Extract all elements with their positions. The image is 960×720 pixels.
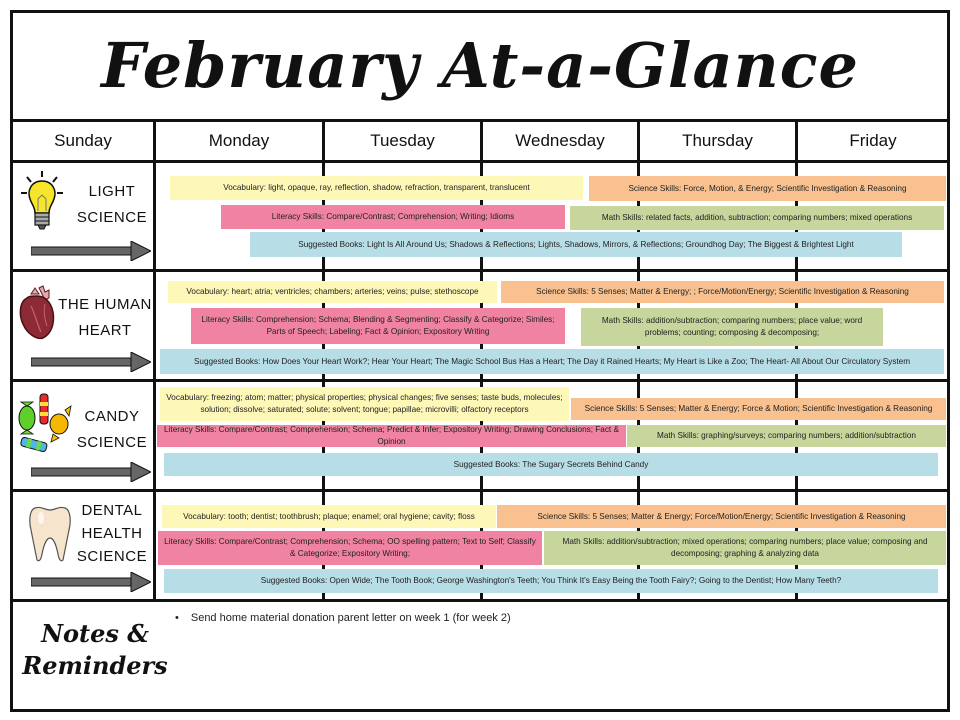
week-2-suggested-books: Suggested Books: How Does Your Heart Work?; Hear Your Heart; The Magic School Bus Has a Heart; The Day it Rained Hearts; My Heart is Like a Zoo; The Heart- All About Our Circulatory System <box>160 349 944 374</box>
arrow-right-icon <box>31 241 151 261</box>
week-3-science-skills: Science Skills: 5 Senses; Matter & Energy; Force & Motion; Scientific Investigation & Reasoning <box>571 398 946 420</box>
week-2-literacy-skills: Literacy Skills: Comprehension; Schema; Blending & Segmenting; Classify & Categorize; Similes; Parts of Speech; Labeling; Fact & Opinion; Expository Writing <box>191 308 565 344</box>
week-3-literacy-skills: Literacy Skills: Compare/Contrast; Comprehension; Schema; Predict & Infer; Expository Writing; Drawing Conclusions; Fact & Opinion <box>157 425 626 447</box>
week-1-literacy-skills: Literacy Skills: Compare/Contrast; Comprehension; Writing; Idioms <box>221 205 565 229</box>
week-4-theme-line-2: HEALTH <box>81 525 143 542</box>
week-4-math-skills: Math Skills: addition/subtraction; mixed operations; comparing numbers; place value; composing and decomposing; graphing & analyzing data <box>544 531 946 565</box>
day-header-tuesday: Tuesday <box>370 131 435 150</box>
week-3-theme <box>13 382 155 489</box>
candy-icon <box>15 388 77 458</box>
week-2-theme-line-2: HEART <box>78 322 132 339</box>
notes-title-line-2: Reminders <box>22 651 168 680</box>
arrow-right-icon <box>31 572 151 592</box>
day-header-thursday: Thursday <box>682 131 753 150</box>
week-4-theme-line-1: DENTAL <box>81 502 143 519</box>
notes-title-line-1: Notes & <box>41 619 149 648</box>
week-1-science-skills: Science Skills: Force, Motion, & Energy; Scientific Investigation & Reasoning <box>589 176 946 201</box>
arrow-right-icon <box>31 462 151 482</box>
week-4-vocabulary: Vocabulary: tooth; dentist; toothbrush; plaque; enamel; oral hygiene; cavity; floss <box>162 505 496 528</box>
arrow-right-icon <box>31 352 151 372</box>
notes-item: • Send home material donation parent letter on week 1 (for week 2) <box>175 612 511 624</box>
week-2-theme <box>13 272 155 379</box>
week-4-theme-line-3: SCIENCE <box>76 548 148 565</box>
week-3-theme-line-1: CANDY <box>84 408 140 425</box>
week-1-theme-line-2: SCIENCE <box>76 209 148 226</box>
page-title: February At-a-Glance <box>101 28 859 102</box>
notes-title <box>20 618 170 682</box>
week-4-theme <box>13 492 155 599</box>
week-3-math-skills: Math Skills: graphing/surveys; comparing numbers; addition/subtraction <box>627 425 946 447</box>
heart-organ-icon <box>17 284 59 342</box>
day-header-wednesday: Wednesday <box>515 131 605 150</box>
week-2-science-skills: Science Skills: 5 Senses; Matter & Energy; ; Force/Motion/Energy; Scientific Investigation & Reasoning <box>501 281 944 303</box>
week-3-vocabulary: Vocabulary: freezing; atom; matter; physical properties; physical changes; five senses; taste buds, molecules; solution; dissolve; saturated; solute; solvent; tongue; papillae; microvilli; olfactory receptors <box>160 387 569 421</box>
week-1-math-skills: Math Skills: related facts, addition, subtraction; comparing numbers; mixed operations <box>570 206 944 230</box>
week-1-vocabulary: Vocabulary: light, opaque, ray, reflection, shadow, refraction, transparent, translucent <box>170 176 583 200</box>
week-4-suggested-books: Suggested Books: Open Wide; The Tooth Book; George Washington's Teeth; You Think It's Easy Being the Tooth Fairy?; Going to the Dentist; How Many Teeth? <box>164 569 938 593</box>
week-3-suggested-books: Suggested Books: The Sugary Secrets Behind Candy <box>164 453 938 476</box>
week-2-math-skills: Math Skills: addition/subtraction; comparing numbers; place value; word problems; counting; composing & decomposing; <box>581 308 883 346</box>
week-1-theme <box>13 163 155 269</box>
tooth-icon <box>27 504 73 564</box>
day-header-sunday: Sunday <box>54 131 112 150</box>
week-2-vocabulary: Vocabulary: heart; atria; ventricles; chambers; arteries; veins; pulse; stethoscope <box>168 281 497 303</box>
day-header-friday: Friday <box>849 131 897 150</box>
week-3-theme-line-2: SCIENCE <box>76 434 148 451</box>
week-4-science-skills: Science Skills: 5 Senses; Matter & Energy; Force/Motion/Energy; Scientific Investigation & Reasoning <box>497 505 946 528</box>
day-header-monday: Monday <box>208 131 270 150</box>
week-1-suggested-books: Suggested Books: Light Is All Around Us; Shadows & Reflections; Lights, Shadows, Mirrors, & Reflections; Groundhog Day; The Biggest & Brightest Light <box>250 232 902 257</box>
notes-list <box>175 612 511 624</box>
lightbulb-icon <box>19 169 65 239</box>
week-1-theme-line-1: LIGHT <box>88 183 136 200</box>
week-4-literacy-skills: Literacy Skills: Compare/Contrast; Comprehension; Schema; OO spelling pattern; Text to Self; Classify & Categorize; Expository Writing; <box>158 531 542 565</box>
week-2-theme-line-1: THE HUMAN <box>58 296 152 313</box>
